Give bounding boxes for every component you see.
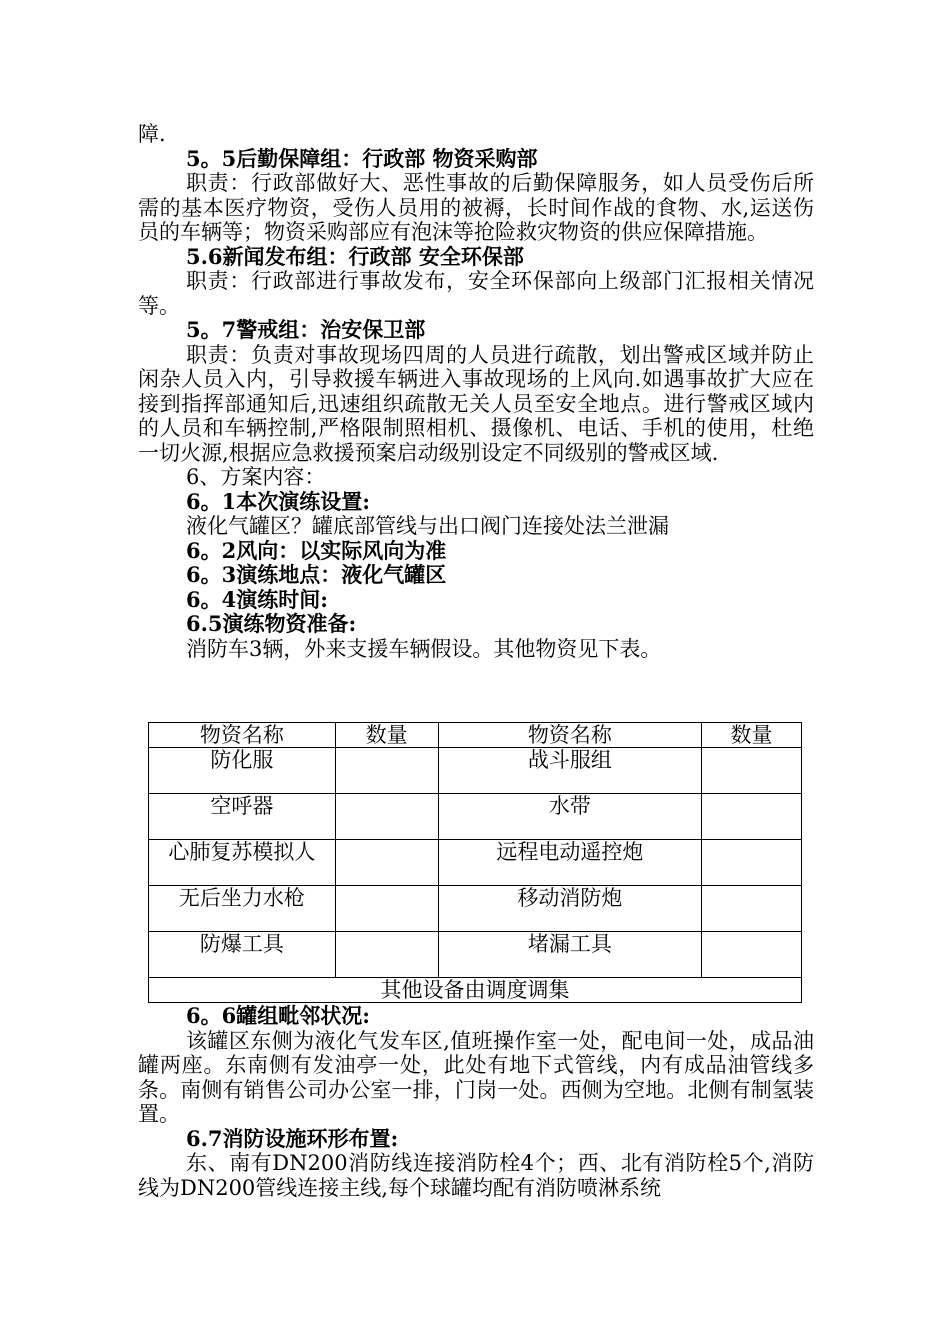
section-6-5-text: 消防车3辆，外来支援车辆假设。其他物资见下表。 xyxy=(186,636,662,661)
table-cell xyxy=(335,794,438,840)
materials-table xyxy=(148,722,802,1003)
table-cell: 空呼器 xyxy=(149,794,336,840)
table-row xyxy=(149,932,802,978)
document-body xyxy=(138,122,814,661)
table-header-cell: 数量 xyxy=(702,723,802,748)
table-cell xyxy=(702,794,802,840)
section-6-2-heading: 6。2风向：以实际风向为准 xyxy=(186,537,447,563)
table-row xyxy=(149,748,802,794)
table-cell xyxy=(702,840,802,886)
section-6-6-heading: 6。6罐组毗邻状况: xyxy=(186,1003,370,1028)
table-cell xyxy=(335,748,438,794)
table-cell: 移动消防炮 xyxy=(438,886,702,932)
table-header-cell: 物资名称 xyxy=(438,723,702,748)
table-cell: 心肺复苏模拟人 xyxy=(149,840,336,886)
table-cell xyxy=(702,886,802,932)
section-6-4-heading: 6。4演练时间: xyxy=(186,586,328,612)
section-5-7-text: 职责：负责对事故现场四周的人员进行疏散，划出警戒区域并防止闲杂人员入内，引导救援车辆进入事故现场的上风向.如遇事故扩大应在接到指挥部通知后,迅速组织疏散无关人员至安全地点。进行警戒区域内的人员和车辆控制,严格限制照相机、摄像机、电话、手机的使用，杜绝一切火源,根据应急救援预案启动级别设定不同级别的警戒区域. xyxy=(138,342,814,465)
table-header-row xyxy=(149,723,802,748)
table-cell xyxy=(335,840,438,886)
table-cell xyxy=(335,886,438,932)
table-cell: 防爆工具 xyxy=(149,932,336,978)
table-cell: 远程电动遥控炮 xyxy=(438,840,702,886)
section-6-6-text: 该罐区东侧为液化气发车区,值班操作室一处，配电间一处，成品油罐两座。东南侧有发油亭一处，此处有地下式管线，内有成品油管线多条。南侧有销售公司办公室一排，门岗一处。西侧为空地。北侧有制氢装置。 xyxy=(138,1028,814,1126)
table-header-cell: 物资名称 xyxy=(149,723,336,748)
section-6-3-heading: 6。3演练地点：液化气罐区 xyxy=(186,562,447,587)
table-row xyxy=(149,794,802,840)
section-5-6-heading: 5.6新闻发布组：行政部 安全环保部 xyxy=(186,243,524,269)
table-cell xyxy=(702,932,802,978)
table-footer-cell: 其他设备由调度调集 xyxy=(149,978,802,1003)
table-header-cell: 数量 xyxy=(335,723,438,748)
section-6-7-heading: 6.7消防设施环形布置: xyxy=(186,1125,399,1151)
section-6-title: 6、方案内容： xyxy=(186,465,326,489)
table-cell: 堵漏工具 xyxy=(438,932,702,978)
table-cell: 防化服 xyxy=(149,748,336,794)
table-cell: 战斗服组 xyxy=(438,748,702,794)
section-6-7-text: 东、南有DN200消防线连接消防栓4个；西、北有消防栓5个,消防线为DN200管线连接主线,每个球罐均配有消防喷淋系统 xyxy=(138,1151,814,1200)
section-5-5-heading: 5。5后勤保障组：行政部 物资采购部 xyxy=(186,145,538,171)
table-cell: 无后坐力水枪 xyxy=(149,886,336,932)
table-cell xyxy=(335,932,438,978)
section-5-6-text: 职责：行政部进行事故发布，安全环保部向上级部门汇报相关情况等。 xyxy=(138,269,814,318)
section-6-5-heading: 6.5演练物资准备: xyxy=(186,611,357,636)
continuation-text: 障. xyxy=(138,122,166,146)
section-5-5-text: 职责：行政部做好大、恶性事故的后勤保障服务，如人员受伤后所需的基本医疗物资，受伤人员用的被褥，长时间作战的食物、水,运送伤员的车辆等；物资采购部应有泡沫等抢险救灾物资的供应保障措施。 xyxy=(138,171,814,244)
table-footer-row xyxy=(149,978,802,1003)
table-cell xyxy=(702,748,802,794)
table-cell: 水带 xyxy=(438,794,702,840)
section-6-1-text: 液化气罐区？罐底部管线与出口阀门连接处法兰泄漏 xyxy=(186,514,669,538)
table-row xyxy=(149,886,802,932)
section-6-1-heading: 6。1本次演练设置: xyxy=(186,488,370,514)
table-row xyxy=(149,840,802,886)
document-body-continued xyxy=(138,1004,814,1200)
section-5-7-heading: 5。7警戒组：治安保卫部 xyxy=(186,317,426,342)
